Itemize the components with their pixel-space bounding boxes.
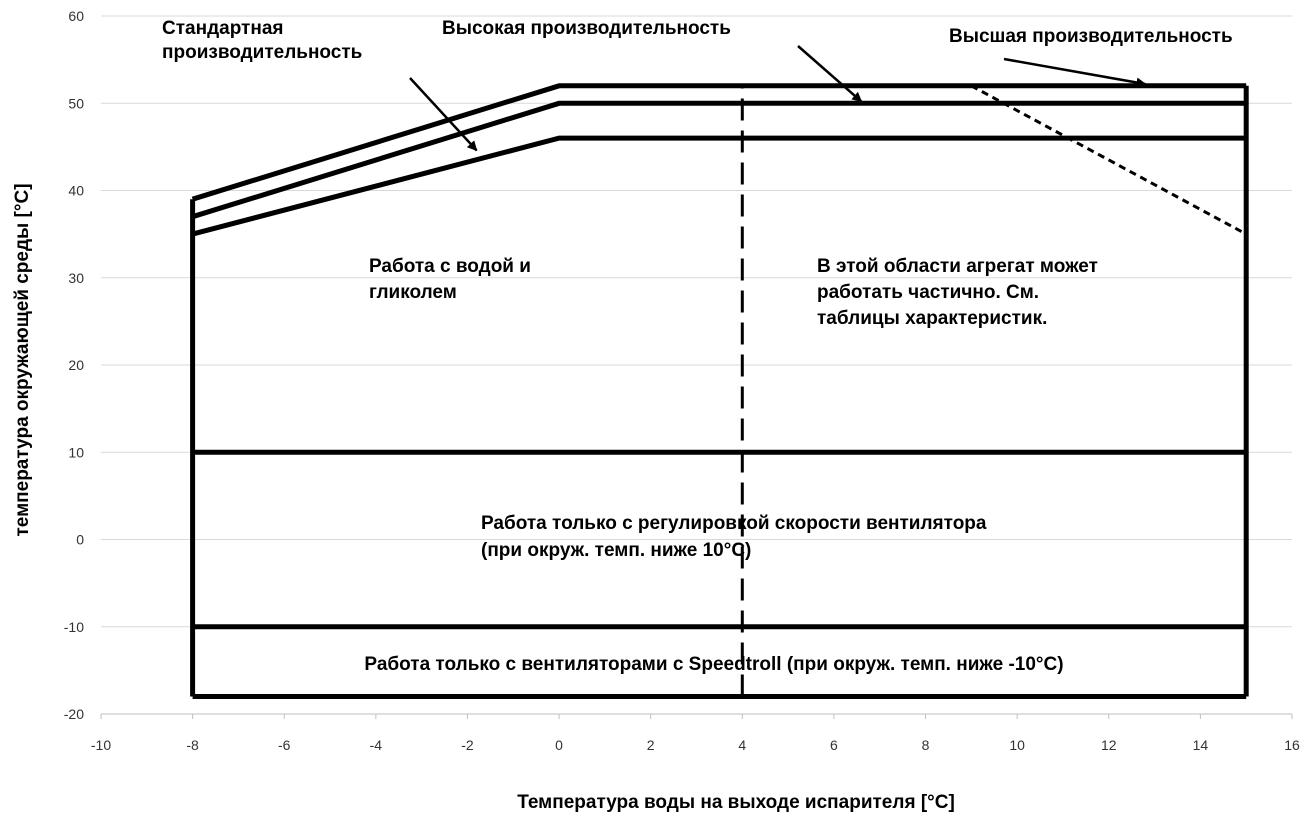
y-tick-label: 60	[68, 8, 84, 24]
y-tick-label: 0	[76, 531, 84, 548]
x-tick-label: -4	[369, 737, 383, 753]
annotation-line: Работа только с регулировкой скорости вентилятора	[481, 513, 987, 534]
annotation-line: В этой области агрегат может	[817, 256, 1098, 277]
x-tick-label: 16	[1284, 737, 1300, 753]
annotation-line: Стандартная	[162, 18, 284, 39]
x-tick-label: -10	[90, 737, 112, 753]
y-tick-label: 50	[68, 95, 84, 112]
x-tick-label: 6	[830, 737, 838, 753]
x-tick-label: -2	[461, 737, 474, 753]
annotation-line: таблицы характеристик.	[817, 308, 1048, 329]
annotation-line: (при окруж. темп. ниже 10°C)	[481, 540, 752, 561]
x-tick-label: 14	[1192, 737, 1209, 753]
x-tick-label: 10	[1009, 737, 1025, 753]
x-tick-label: 0	[555, 737, 563, 753]
y-tick-label: -20	[63, 706, 84, 722]
annotation-line: гликолем	[369, 282, 457, 303]
annotation-4	[817, 256, 1098, 329]
x-tick-label: 2	[646, 737, 655, 753]
annotation-1	[442, 18, 731, 39]
annotation-arrow	[1004, 59, 1145, 84]
annotation-arrow	[798, 46, 861, 102]
annotation-5	[481, 513, 987, 561]
x-tick-label: -6	[278, 737, 291, 753]
x-tick-label: 12	[1100, 737, 1117, 753]
annotation-line: Работа только с вентиляторами с Speedtroll (при окруж. темп. ниже -10°C)	[364, 654, 1064, 675]
annotation-2	[949, 26, 1233, 47]
annotation-0	[162, 18, 362, 63]
y-axis-title: температура окружающей среды [°C]	[12, 183, 33, 537]
y-tick-label: 20	[68, 357, 84, 373]
series-line-1	[193, 103, 1247, 216]
annotations	[162, 18, 1233, 675]
x-tick-label: 8	[921, 737, 930, 753]
annotation-line: работать частично. См.	[817, 282, 1040, 303]
axes	[101, 714, 1292, 719]
y-tick-label: 40	[68, 182, 84, 199]
annotation-line: производительность	[162, 42, 363, 63]
tick-labels	[64, 8, 1300, 753]
series-line-9	[971, 86, 1246, 234]
gridlines	[101, 16, 1292, 627]
annotation-line: Работа с водой и	[369, 256, 531, 277]
y-tick-label: 30	[68, 269, 84, 286]
x-tick-label: 4	[738, 737, 747, 753]
y-tick-label: 10	[68, 444, 84, 461]
x-axis-title: Температура воды на выходе испарителя [°C]	[517, 792, 955, 813]
annotation-3	[369, 256, 531, 303]
y-tick-label: -10	[63, 618, 84, 635]
annotation-line: Высокая производительность	[442, 18, 731, 39]
annotation-6	[364, 654, 1063, 675]
x-tick-label: -8	[186, 737, 199, 753]
series-lines	[193, 86, 1247, 697]
annotation-line: Высшая производительность	[949, 26, 1233, 47]
